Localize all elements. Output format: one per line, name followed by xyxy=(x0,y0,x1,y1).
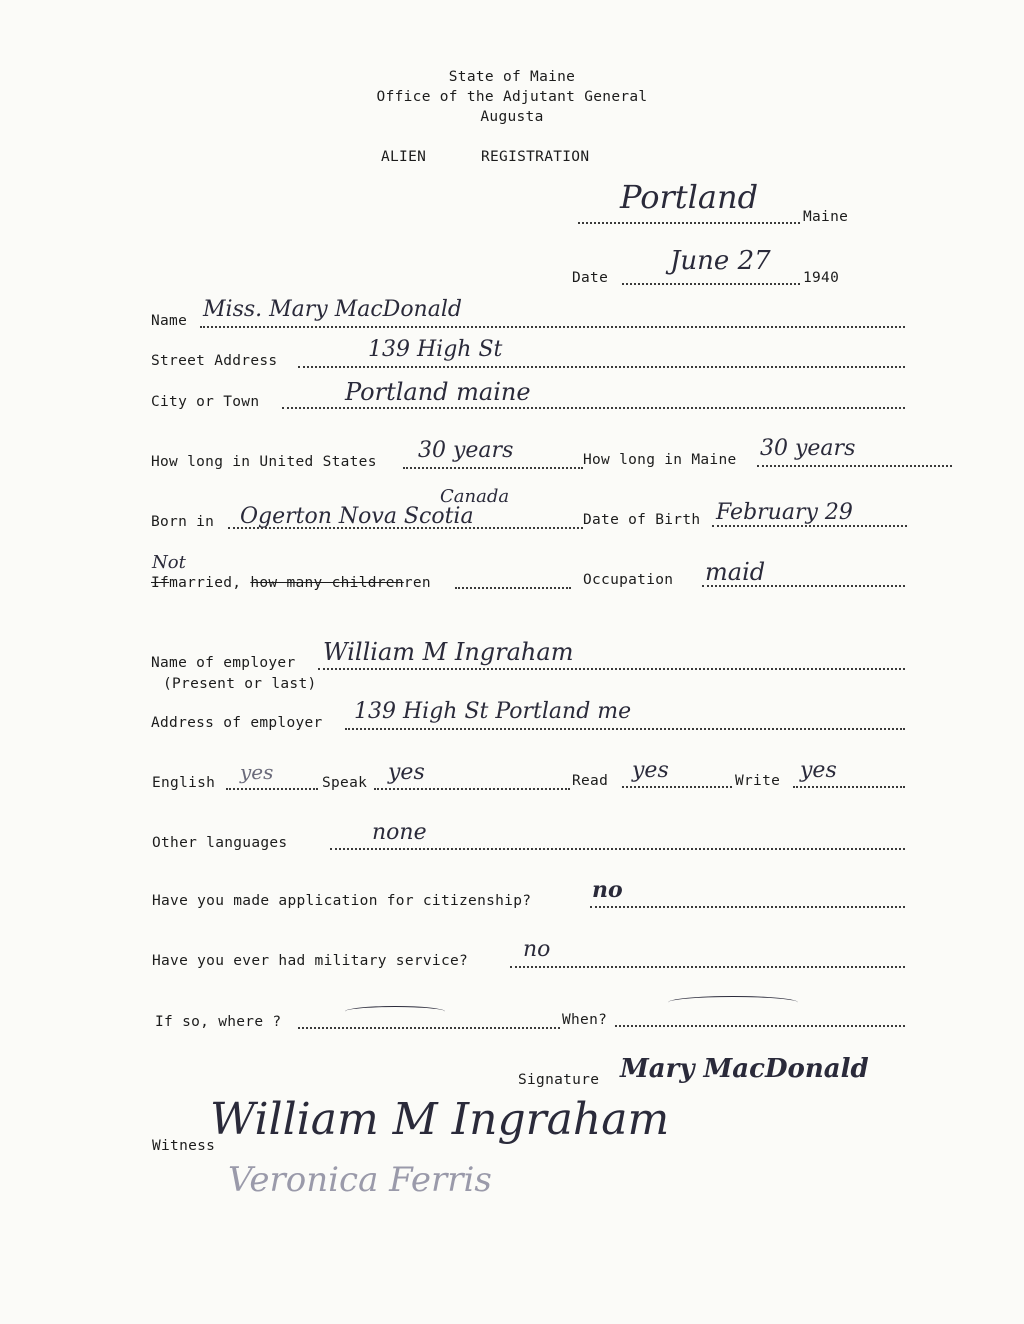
city-dots xyxy=(282,407,905,409)
citizenship-label: Have you made application for citizenship? xyxy=(152,893,532,909)
place-dots xyxy=(578,222,800,224)
occupation-label: Occupation xyxy=(583,572,674,588)
when-dots xyxy=(615,1025,905,1027)
other-languages-dots xyxy=(330,848,905,850)
born-label: Born in xyxy=(151,514,215,530)
born-correction: Canada xyxy=(440,486,510,507)
occupation-value: maid xyxy=(705,558,766,586)
street-dots xyxy=(298,366,905,368)
date-dots xyxy=(622,283,800,285)
military-value: no xyxy=(523,937,551,962)
married-dots xyxy=(455,587,571,589)
read-dots xyxy=(622,786,732,788)
street-label: Street Address xyxy=(151,353,278,369)
citizenship-dots xyxy=(590,906,905,908)
dob-value: February 29 xyxy=(716,500,853,525)
citizenship-value: no xyxy=(592,877,623,903)
employer-address-dots xyxy=(345,728,905,730)
employer-dots xyxy=(318,668,905,670)
city-value: Portland maine xyxy=(345,378,531,406)
date-label: Date xyxy=(572,270,609,286)
us-years-value: 30 years xyxy=(418,438,514,463)
dob-label: Date of Birth xyxy=(583,512,701,528)
street-value: 139 High St xyxy=(368,337,503,362)
us-years-dots xyxy=(403,467,583,469)
witness-signature-1: William M Ingraham xyxy=(210,1094,670,1145)
maine-years-value: 30 years xyxy=(760,436,856,461)
english-label: English xyxy=(152,775,216,791)
speak-label: Speak xyxy=(322,775,368,791)
employer-address-label: Address of employer xyxy=(151,715,323,731)
english-value: yes xyxy=(240,760,274,784)
married-prefix-struck: If xyxy=(151,575,170,591)
speak-value: yes xyxy=(388,760,425,785)
where-dots xyxy=(298,1027,560,1029)
english-dots xyxy=(226,788,318,790)
dob-dots xyxy=(712,525,907,527)
employer-sublabel: (Present or last) xyxy=(163,676,317,692)
married-inserted: Not xyxy=(152,552,186,573)
military-dots xyxy=(510,966,905,968)
city-label: City or Town xyxy=(151,394,260,410)
date-year: 1940 xyxy=(803,270,840,286)
witness-label: Witness xyxy=(152,1138,216,1154)
employer-label: Name of employer xyxy=(151,655,296,671)
when-label: When? xyxy=(562,1012,608,1028)
name-dots xyxy=(200,326,905,328)
speak-dots xyxy=(374,788,570,790)
signature-value: Mary MacDonald xyxy=(620,1054,869,1084)
military-label: Have you ever had military service? xyxy=(152,953,469,969)
married-struck: how many children xyxy=(250,575,404,591)
title-alien: ALIEN xyxy=(381,149,427,165)
where-label: If so, where ? xyxy=(155,1014,282,1030)
employer-value: William M Ingraham xyxy=(323,638,574,666)
us-years-label: How long in United States xyxy=(151,454,377,470)
name-value: Miss. Mary MacDonald xyxy=(203,297,462,322)
read-value: yes xyxy=(632,758,669,783)
place-value: Portland xyxy=(620,178,759,216)
maine-years-label: How long in Maine xyxy=(583,452,737,468)
where-dash-stroke xyxy=(345,1006,445,1017)
married-tail: ren xyxy=(403,575,431,591)
signature-label: Signature xyxy=(518,1072,600,1088)
place-suffix: Maine xyxy=(803,209,849,225)
date-value: June 27 xyxy=(670,246,771,276)
other-languages-value: none xyxy=(372,820,427,845)
married-line xyxy=(151,575,431,591)
write-value: yes xyxy=(800,758,837,783)
witness-signature-2: Veronica Ferris xyxy=(228,1160,492,1200)
read-label: Read xyxy=(572,773,609,789)
other-languages-label: Other languages xyxy=(152,835,288,851)
header-state: State of Maine xyxy=(448,69,576,85)
write-dots xyxy=(793,786,905,788)
when-dash-stroke xyxy=(668,996,798,1009)
married-label: married, xyxy=(169,575,242,591)
maine-years-dots xyxy=(757,465,952,467)
header-city: Augusta xyxy=(480,109,544,125)
write-label: Write xyxy=(735,773,781,789)
title-registration: REGISTRATION xyxy=(481,149,590,165)
name-label: Name xyxy=(151,313,188,329)
header-office: Office of the Adjutant General xyxy=(376,89,648,105)
born-value: Ogerton Nova Scotia xyxy=(240,504,474,529)
employer-address-value: 139 High St Portland me xyxy=(354,699,632,724)
